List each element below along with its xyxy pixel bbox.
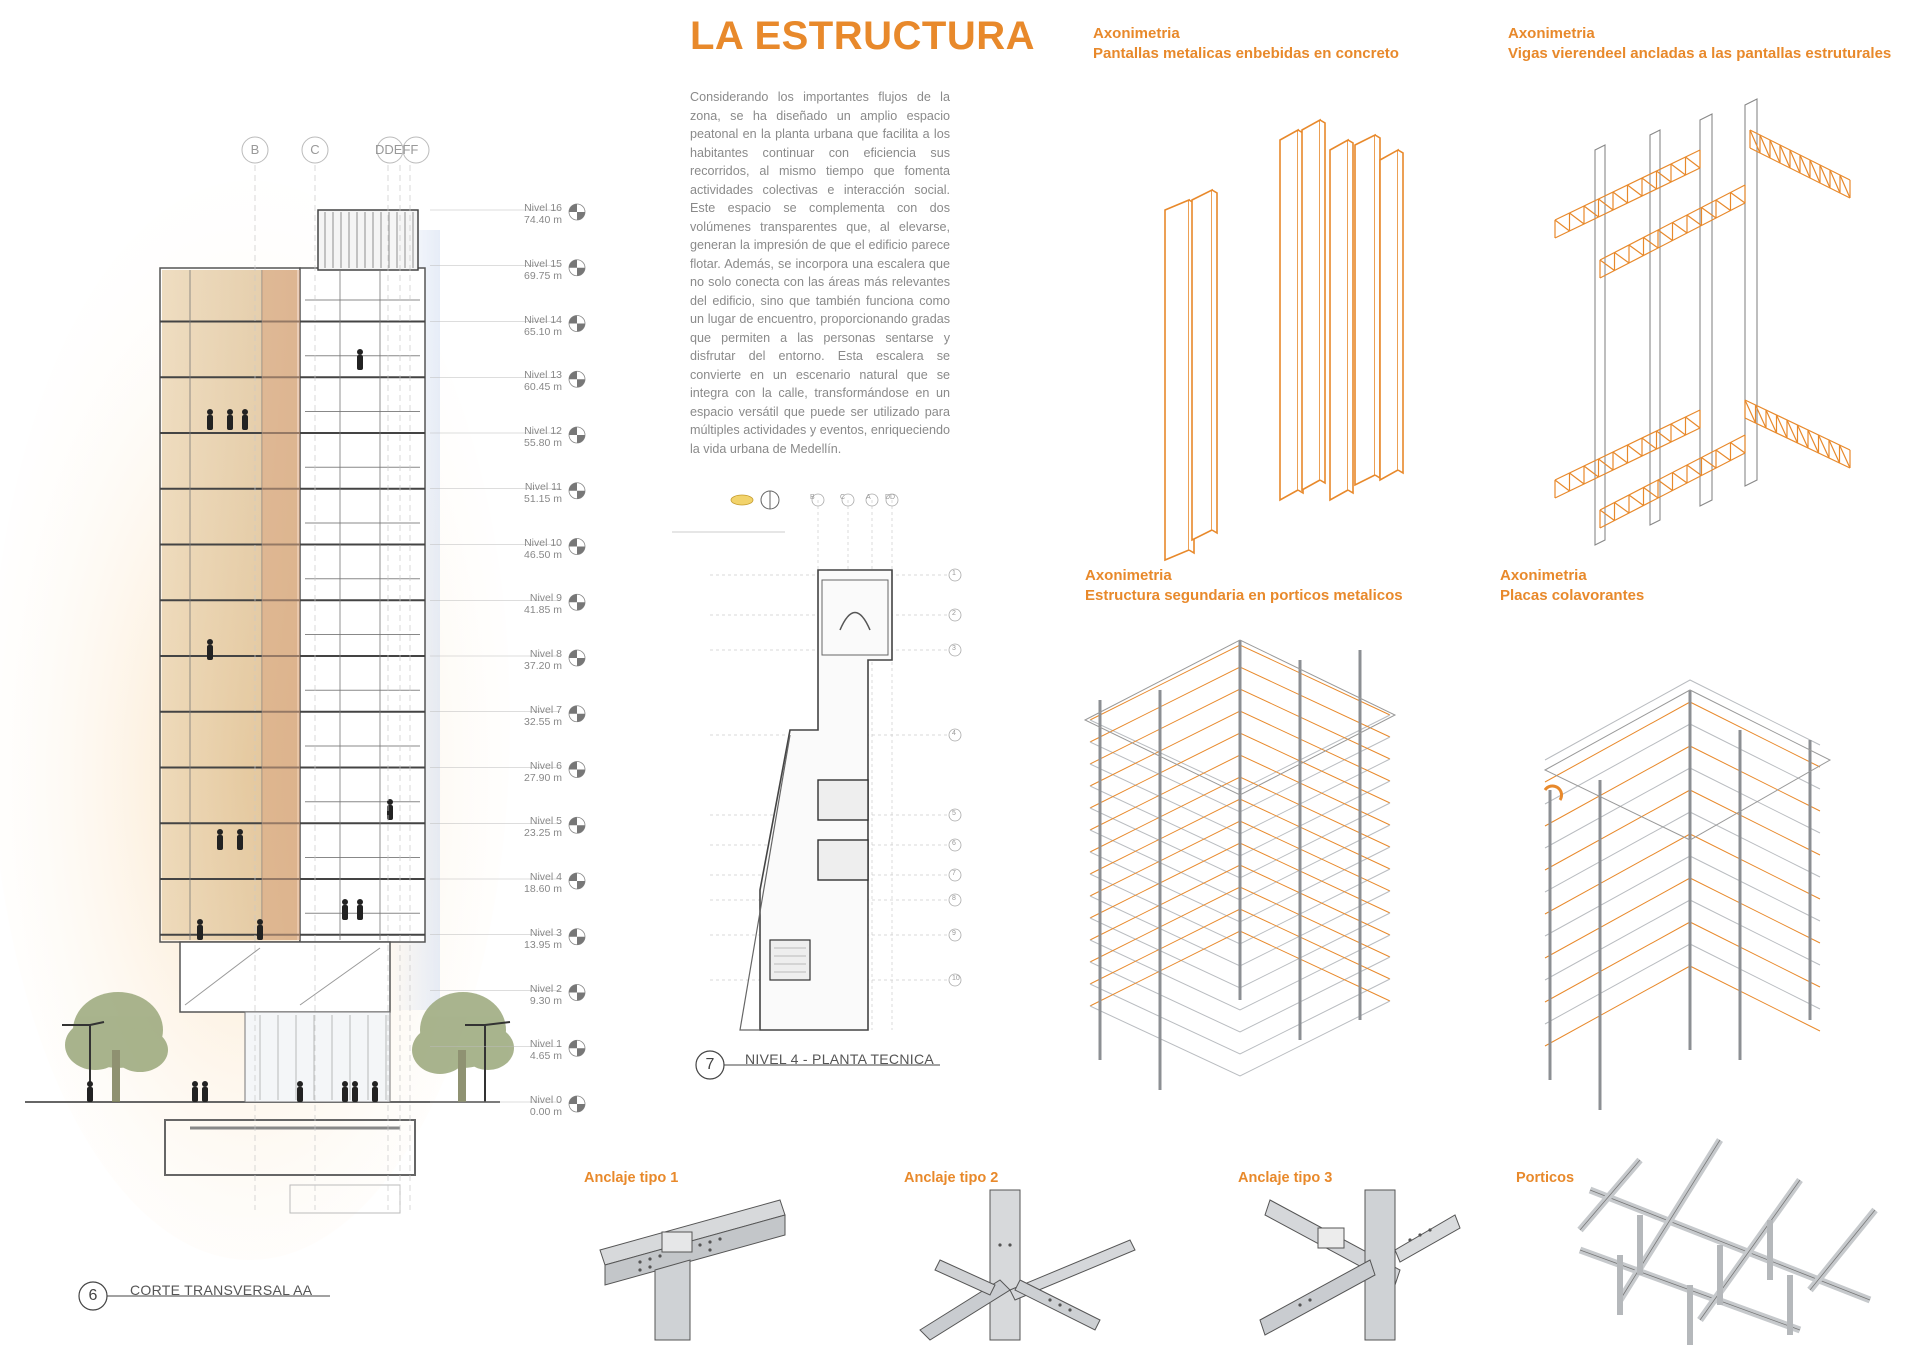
detail-2-drawing — [920, 1190, 1135, 1340]
level-name: Nivel 16 — [524, 202, 562, 214]
level-elevation: 27.90 m — [524, 771, 562, 784]
level-elevation: 46.50 m — [524, 548, 562, 561]
plan-sheet-title: NIVEL 4 - PLANTA TECNICA — [745, 1051, 934, 1067]
portico-beam-edge — [1700, 1180, 1800, 1320]
plan-row-label: 1 — [952, 570, 956, 577]
level-elevation: 0.00 m — [529, 1106, 562, 1118]
detail-1-drawing — [600, 1200, 785, 1340]
level-name: Nivel 10 — [524, 536, 562, 549]
plan-sheet-number: 7 — [705, 1056, 715, 1073]
plan-row-label: 5 — [952, 810, 956, 817]
level-elevation: 69.75 m — [524, 269, 562, 282]
plan-row-label: 4 — [952, 730, 956, 737]
level-name: Nivel 3 — [529, 926, 562, 939]
level-name: Nivel 5 — [529, 815, 562, 828]
axo-4-kicker: Axonimetria — [1500, 567, 1587, 584]
plan-row-label: 8 — [952, 895, 956, 902]
level-name: Nivel 0 — [529, 1094, 562, 1106]
level-elevation: 60.45 m — [524, 381, 562, 394]
axo-1-title: Pantallas metalicas enbebidas en concreto — [1093, 45, 1399, 62]
level-elevation: 65.10 m — [524, 325, 562, 338]
level-elevation: 55.80 m — [524, 437, 562, 449]
axo-3-title: Estructura segundaria en porticos metalicos — [1085, 587, 1403, 604]
level-name: Nivel 12 — [524, 425, 562, 437]
level-elevation: 13.95 m — [524, 938, 562, 951]
level-elevation: 23.25 m — [524, 827, 562, 840]
plan-grid-label-a: A — [866, 494, 871, 501]
plan-row-label: 3 — [952, 645, 956, 652]
level-name: Nivel 14 — [524, 313, 562, 326]
plan-grid-label-c: C — [840, 494, 846, 501]
section-grid-label-c: C — [310, 142, 320, 157]
level-elevation: 41.85 m — [524, 604, 562, 617]
level-name: Nivel 6 — [529, 759, 562, 772]
plan-row-label: 10 — [952, 975, 960, 982]
level-name: Nivel 2 — [529, 982, 562, 995]
level-elevation: 32.55 m — [524, 715, 562, 728]
level-name: Nivel 7 — [529, 703, 562, 716]
level-elevation: 51.15 m — [524, 492, 562, 505]
section-grid-label-d2: D — [384, 142, 394, 157]
section-grid-label-f1: F — [402, 142, 411, 157]
intro-paragraph: Considerando los importantes flujos de la zona, se ha diseñado un amplio espacio peatonal en la planta urbana que facilita a los habitantes continuar con eficiencia sus recorridos, al mismo tiempo que fomenta actividades colectivas e interacción social. Este espacio se complementa con dos volúmenes transparentes que, al elevarse, generan la impresión de que el edificio parece flotar. Además, se incorpora una escalera que no solo conecta con las áreas más relevantes del edificio, sino que también funciona como un lugar de encuentro, proporcionando gradas que permiten a las personas sentarse y disfrutar del entorno. Esta escalera se convierte en un escenario natural que se integra con la calle, transformándose en un espacio versátil que puede ser utilizado para múltiples actividades y eventos, enriqueciendo la vida urbana de Medellín. — [690, 90, 950, 456]
detail-1-caption: Anclaje tipo 1 — [584, 1170, 679, 1186]
level-name: Nivel 1 — [529, 1038, 562, 1051]
detail-3-caption: Anclaje tipo 3 — [1238, 1170, 1333, 1186]
plan-row-label: 6 — [952, 840, 956, 847]
axo-1-kicker: Axonimetria — [1093, 25, 1180, 42]
section-sheet-title: CORTE TRANSVERSAL AA — [130, 1282, 313, 1298]
axo-4-title: Placas colavorantes — [1500, 587, 1645, 604]
axo-2-kicker: Axonimetria — [1508, 25, 1595, 42]
section-sheet-number: 6 — [88, 1287, 98, 1304]
level-name: Nivel 9 — [529, 592, 562, 605]
level-name: Nivel 4 — [529, 871, 562, 883]
level-name: Nivel 11 — [524, 480, 562, 493]
plan-grid-label-b: B — [810, 494, 815, 501]
axo-2-title: Vigas vierendeel ancladas a las pantallas estruturales — [1508, 45, 1892, 62]
detail-3-drawing — [1260, 1190, 1460, 1340]
level-name: Nivel 15 — [524, 257, 562, 270]
plan-row-label: 9 — [952, 930, 956, 937]
section-grid-label-e: E — [393, 142, 403, 157]
level-elevation: 9.30 m — [529, 994, 562, 1007]
plan-row-label: 2 — [952, 610, 956, 617]
section-grid-label-f2: F — [410, 142, 419, 157]
detail-4-drawing — [1580, 1140, 1875, 1345]
axo-3-kicker: Axonimetria — [1085, 567, 1172, 584]
plan-grid-label-dd: DD — [885, 494, 896, 501]
portico-beam-edge — [1810, 1210, 1875, 1290]
plan-row-label: 7 — [952, 870, 956, 877]
section-grid-label-d: D — [375, 142, 385, 157]
level-elevation: 37.20 m — [524, 660, 562, 672]
section-grid-label-b: B — [250, 142, 260, 157]
level-elevation: 4.65 m — [529, 1050, 562, 1063]
detail-4-caption: Porticos — [1516, 1170, 1575, 1186]
page-title: LA ESTRUCTURA — [690, 14, 1035, 58]
detail-2-caption: Anclaje tipo 2 — [904, 1170, 999, 1186]
portico-beam-edge — [1580, 1160, 1640, 1230]
level-name: Nivel 8 — [529, 648, 562, 660]
level-elevation: 74.40 m — [524, 214, 562, 226]
level-name: Nivel 13 — [524, 369, 562, 382]
level-elevation: 18.60 m — [524, 883, 562, 895]
